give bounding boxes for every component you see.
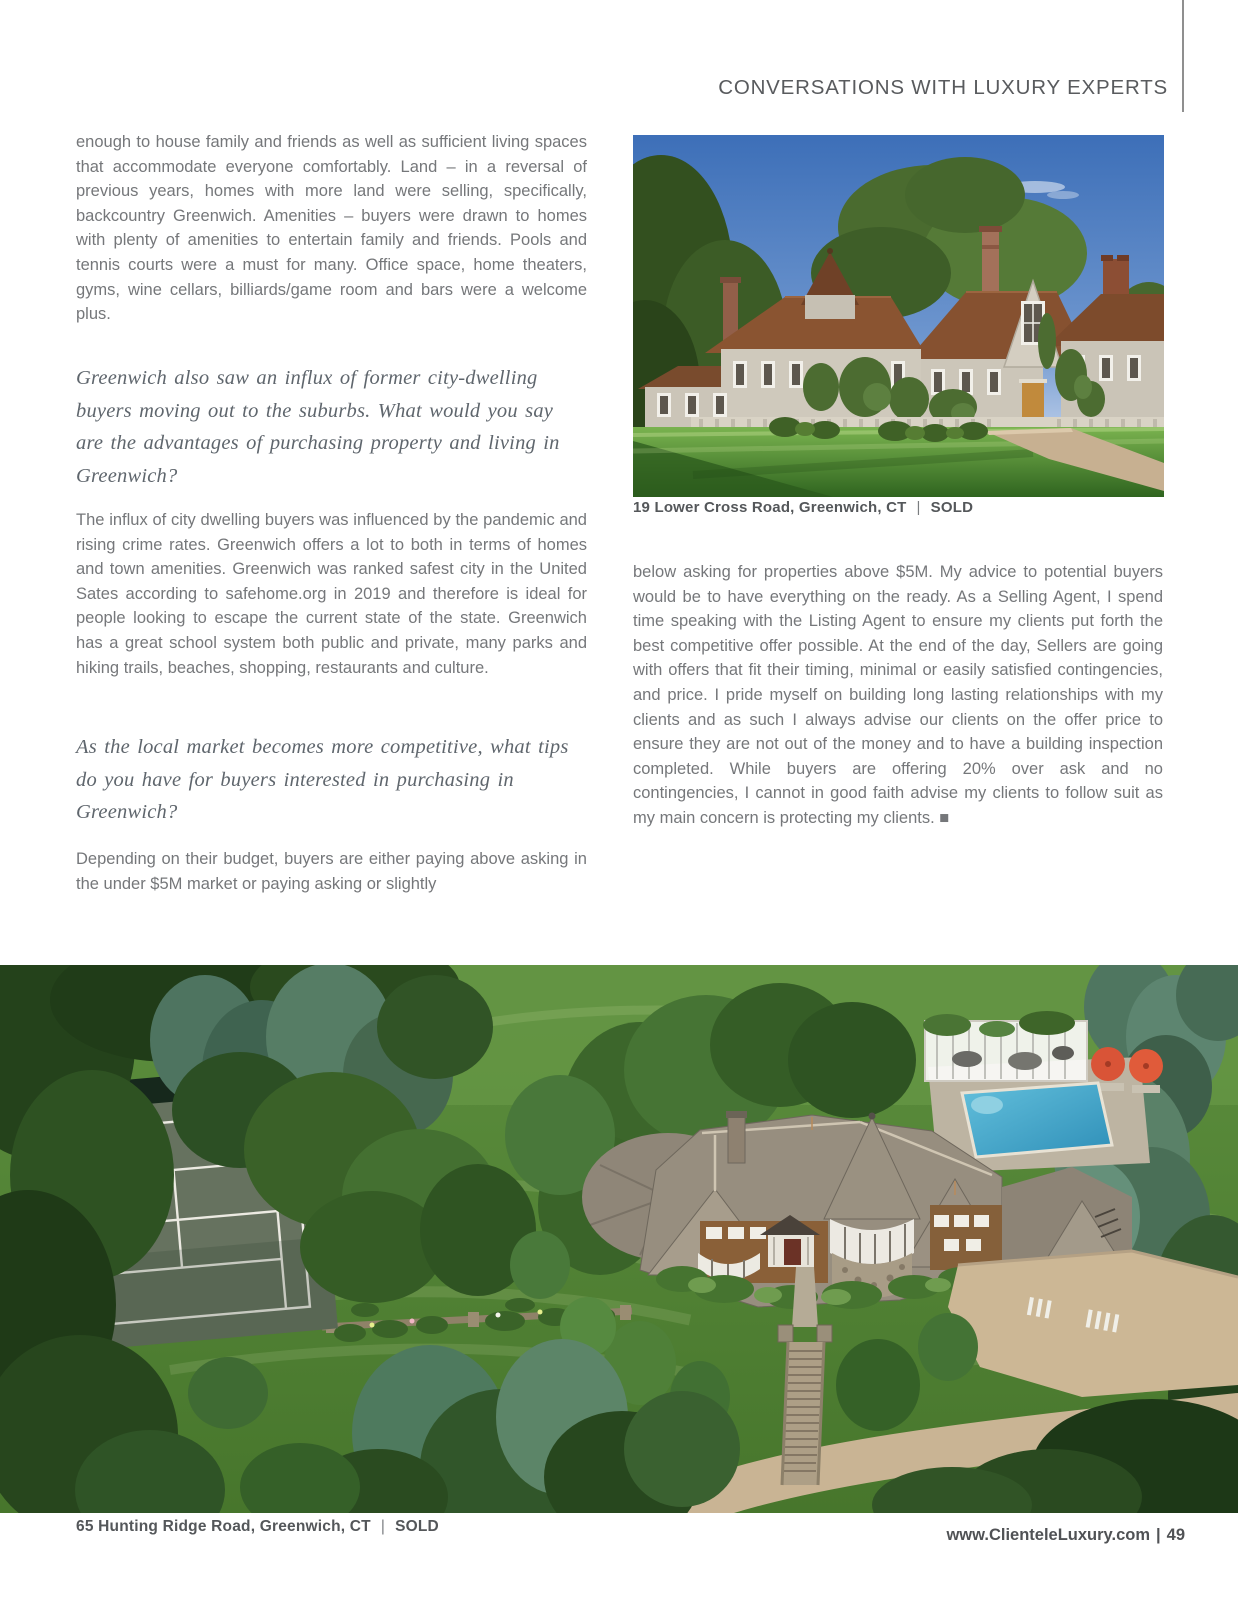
interview-question: As the local market becomes more competitive, what tips do you have for buyers interested in purchasing in Greenwich?	[76, 736, 569, 824]
property-photo-19-lower-cross	[633, 135, 1164, 497]
footer-divider: |	[1156, 1526, 1161, 1544]
header-vertical-rule	[1182, 0, 1184, 112]
photo-caption-bottom	[76, 1518, 439, 1536]
caption-status: SOLD	[395, 1518, 439, 1535]
body-paragraph: below asking for properties above $5M. My advice to potential buyers would be to have everything on the ready. As a Selling Agent, I spend time speaking with the Listing Agent to ensure my clients put forth the best competitive offer possible. At the end of the day, Sellers are going with offers that fit their timing, minimal or easily satisfied contingencies, and price. I pride myself on building long lasting relationships with my clients and as such I always advise our clients on the offer price to ensure they are not out of the money and to have a building inspection completed. While buyers are offering 20% over ask and no contingencies, I cannot in good faith advise my clients to follow suit as my main concern is protecting my clients. ■	[633, 563, 1163, 827]
caption-status: SOLD	[930, 499, 974, 516]
property-photo-65-hunting-ridge-aerial	[0, 965, 1238, 1513]
right-column-paragraph	[633, 560, 1163, 831]
left-column-question-2	[76, 731, 587, 829]
body-paragraph: Depending on their budget, buyers are either paying above asking in the under $5M market or paying asking or slightly	[76, 850, 587, 893]
photo-caption-top	[633, 499, 973, 516]
caption-address: 65 Hunting Ridge Road, Greenwich, CT	[76, 1518, 371, 1535]
page-number: 49	[1166, 1526, 1185, 1544]
left-column-question-1	[76, 362, 587, 492]
caption-address: 19 Lower Cross Road, Greenwich, CT	[633, 499, 907, 516]
left-column-paragraph-3	[76, 847, 587, 896]
left-column-paragraph-1	[76, 130, 587, 327]
left-column-paragraph-2	[76, 508, 587, 680]
caption-divider: |	[916, 499, 921, 516]
page-footer	[946, 1526, 1185, 1545]
caption-divider: |	[380, 1518, 386, 1535]
aerial-photo-illustration	[0, 965, 1238, 1513]
manor-photo-illustration	[633, 135, 1164, 497]
page-header: CONVERSATIONS WITH LUXURY EXPERTS	[718, 76, 1168, 99]
body-paragraph: The influx of city dwelling buyers was influenced by the pandemic and rising crime rates. Greenwich offers a lot to both in terms of homes and town amenities. Greenwich was ranked safest city in the United Sates according to safehome.org in 2019 and therefore is ideal for people looking to escape the current state of the state. Greenwich has a great school system both public and private, many parks and hiking trails, beaches, shopping, restaurants and culture.	[76, 511, 587, 677]
interview-question: Greenwich also saw an influx of former city-dwelling buyers moving out to the suburbs. What would you say are the advantages of purchasing property and living in Greenwich?	[76, 367, 560, 487]
body-paragraph: enough to house family and friends as well as sufficient living spaces that accommodate everyone comfortably. Land – in a reversal of previous years, homes with more land were selling, specifically, backcountry Greenwich. Amenities – buyers were drawn to homes with plenty of amenities to entertain family and friends. Pools and tennis courts were a must for many. Office space, home theaters, gyms, wine cellars, billiards/game room and bars were a welcome plus.	[76, 133, 587, 324]
footer-website: www.ClienteleLuxury.com	[946, 1526, 1151, 1544]
